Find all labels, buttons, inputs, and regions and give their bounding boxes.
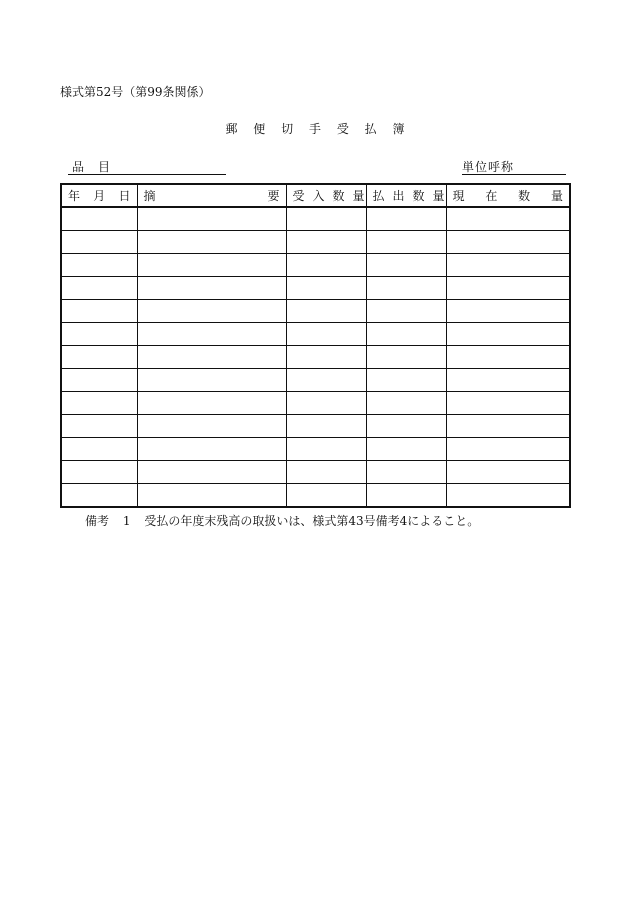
balance-cell[interactable] (446, 345, 570, 368)
description-cell[interactable] (137, 345, 286, 368)
table-row (61, 254, 570, 277)
header-char: 摘 (143, 189, 156, 203)
received-cell[interactable] (286, 231, 366, 254)
header-char: 量 (352, 189, 365, 203)
received-cell[interactable] (286, 254, 366, 277)
header-char: 受 (292, 189, 305, 203)
table-row (61, 414, 570, 437)
received-cell[interactable] (286, 299, 366, 322)
paid-out-cell[interactable] (366, 460, 446, 483)
header-char: 量 (432, 189, 445, 203)
received-cell[interactable] (286, 414, 366, 437)
balance-cell[interactable] (446, 207, 570, 231)
table-row (61, 231, 570, 254)
balance-cell[interactable] (446, 437, 570, 460)
paid-out-cell[interactable] (366, 322, 446, 345)
remarks-label: 備考 (85, 514, 110, 528)
date-cell[interactable] (61, 391, 137, 414)
date-cell[interactable] (61, 414, 137, 437)
description-cell[interactable] (137, 207, 286, 231)
paid-out-cell[interactable] (366, 299, 446, 322)
received-cell[interactable] (286, 322, 366, 345)
table-row (61, 368, 570, 391)
table-row (61, 299, 570, 322)
paid-out-cell[interactable] (366, 231, 446, 254)
balance-cell[interactable] (446, 483, 570, 507)
header-char: 要 (267, 189, 280, 203)
paid-out-cell[interactable] (366, 437, 446, 460)
table-row (61, 345, 570, 368)
balance-cell[interactable] (446, 299, 570, 322)
received-cell[interactable] (286, 345, 366, 368)
form-number: 様式第52号（第99条関係） (60, 85, 211, 99)
date-cell[interactable] (61, 322, 137, 345)
description-cell[interactable] (137, 483, 286, 507)
page-title (0, 120, 630, 137)
balance-cell[interactable] (446, 254, 570, 277)
description-cell[interactable] (137, 276, 286, 299)
title-char: 払 (364, 122, 377, 136)
date-cell[interactable] (61, 483, 137, 507)
unit-label: 単位呼称 (462, 160, 515, 174)
ledger-table (60, 183, 571, 508)
table-row (61, 322, 570, 345)
paid-out-cell[interactable] (366, 207, 446, 231)
title-char: 郵 (225, 122, 238, 136)
date-cell[interactable] (61, 231, 137, 254)
header-char: 入 (312, 189, 325, 203)
date-cell[interactable] (61, 254, 137, 277)
paid-out-cell[interactable] (366, 276, 446, 299)
paid-out-cell[interactable] (366, 414, 446, 437)
header-char: 払 (372, 189, 385, 203)
received-cell[interactable] (286, 460, 366, 483)
header-char: 数 (332, 189, 345, 203)
title-char: 手 (308, 122, 321, 136)
description-cell[interactable] (137, 460, 286, 483)
item-field[interactable] (68, 158, 226, 175)
received-cell[interactable] (286, 207, 366, 231)
balance-cell[interactable] (446, 368, 570, 391)
paid-out-cell[interactable] (366, 368, 446, 391)
received-cell[interactable] (286, 391, 366, 414)
balance-cell[interactable] (446, 460, 570, 483)
date-cell[interactable] (61, 460, 137, 483)
remarks-text: 受払の年度末残高の取扱いは、様式第43号備考4によること。 (144, 514, 480, 528)
header-paid-out (366, 184, 446, 207)
table-header-row (61, 184, 570, 207)
description-cell[interactable] (137, 254, 286, 277)
balance-cell[interactable] (446, 391, 570, 414)
table-row (61, 460, 570, 483)
table-row (61, 483, 570, 507)
table-row (61, 437, 570, 460)
header-char: 数 (518, 189, 531, 203)
remarks-number: 1 (122, 514, 131, 528)
date-cell[interactable] (61, 437, 137, 460)
description-cell[interactable] (137, 414, 286, 437)
paid-out-cell[interactable] (366, 254, 446, 277)
title-char: 便 (253, 122, 266, 136)
header-date (61, 184, 137, 207)
header-char: 年 (68, 189, 81, 203)
item-label: 品目 (72, 160, 125, 174)
header-char: 出 (392, 189, 405, 203)
table-row (61, 207, 570, 231)
date-cell[interactable] (61, 345, 137, 368)
title-char: 簿 (392, 122, 405, 136)
date-cell[interactable] (61, 368, 137, 391)
description-cell[interactable] (137, 391, 286, 414)
received-cell[interactable] (286, 368, 366, 391)
balance-cell[interactable] (446, 322, 570, 345)
date-cell[interactable] (61, 207, 137, 231)
received-cell[interactable] (286, 483, 366, 507)
header-char: 量 (550, 189, 563, 203)
header-char: 数 (412, 189, 425, 203)
date-cell[interactable] (61, 299, 137, 322)
paid-out-cell[interactable] (366, 391, 446, 414)
date-cell[interactable] (61, 276, 137, 299)
balance-cell[interactable] (446, 231, 570, 254)
description-cell[interactable] (137, 322, 286, 345)
description-cell[interactable] (137, 437, 286, 460)
paid-out-cell[interactable] (366, 483, 446, 507)
header-char: 現 (452, 189, 465, 203)
remarks-note (85, 512, 489, 529)
description-cell[interactable] (137, 231, 286, 254)
balance-cell[interactable] (446, 414, 570, 437)
header-description (137, 184, 286, 207)
title-char: 受 (336, 122, 349, 136)
header-received (286, 184, 366, 207)
table-row (61, 276, 570, 299)
description-cell[interactable] (137, 368, 286, 391)
description-cell[interactable] (137, 299, 286, 322)
header-balance (446, 184, 570, 207)
paid-out-cell[interactable] (366, 345, 446, 368)
received-cell[interactable] (286, 276, 366, 299)
header-char: 月 (93, 189, 106, 203)
header-char: 日 (118, 189, 131, 203)
unit-field[interactable] (462, 158, 566, 175)
received-cell[interactable] (286, 437, 366, 460)
balance-cell[interactable] (446, 276, 570, 299)
title-char: 切 (281, 122, 294, 136)
table-row (61, 391, 570, 414)
header-char: 在 (485, 189, 498, 203)
